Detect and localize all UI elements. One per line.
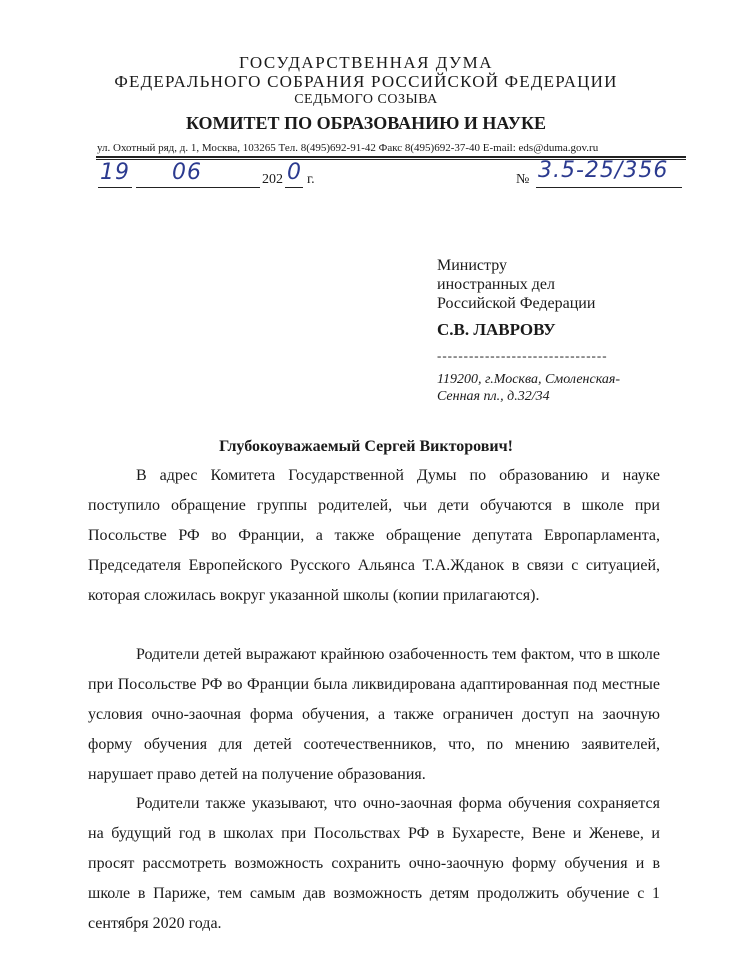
paragraph-3-text: Родители также указывают, что очно-заочная форма обучения сохраняется на будущий год в школах при Посольствах РФ в Бухаресте, Вене и Женеве, и просят рассмотреть возможность сохранить очно-заочную форму обучения и в школе в Париже, тем самым дав возможность детям продолжить обучение с 1 сентября 2020 года. xyxy=(88,795,660,932)
reg-day-underline xyxy=(98,187,132,188)
reg-year-digit: 0 xyxy=(287,160,302,185)
committee-contacts: ул. Охотный ряд, д. 1, Москва, 103265 Тел. 8(495)692-91-42 Факс 8(495)692-37-40 E-mail: eds@duma.gov.ru xyxy=(97,142,599,154)
salutation: Глубокоуважаемый Сергей Викторович! xyxy=(219,438,513,455)
addressee-name: С.В. ЛАВРОВУ xyxy=(437,320,556,339)
addressee-country: Российской Федерации xyxy=(437,295,596,312)
reg-number-underline xyxy=(536,187,682,188)
reg-year-suffix: г. xyxy=(307,172,315,187)
paragraph-1 xyxy=(88,461,660,611)
paragraph-2 xyxy=(88,640,660,790)
paragraph-1-text: В адрес Комитета Государственной Думы по образованию и науке поступило обращение группы родителей, чьи дети обучаются в школе при Посольстве РФ во Франции, а также обращение депутата Европарламента, Председателя Европейского Русского Альянса Т.А.Жданок в связи с ситуацией, которая сложилась вокруг указанной школы (копии прилагаются). xyxy=(88,467,660,604)
reg-number-label: № xyxy=(516,172,530,187)
reg-year-prefix: 202 xyxy=(262,172,283,187)
addressee-separator: -------------------------------- xyxy=(437,348,608,363)
addressee-address-line1: 119200, г.Москва, Смоленская- xyxy=(437,372,621,387)
reg-number: 3.5-25/356 xyxy=(538,158,669,183)
reg-month: 06 xyxy=(172,160,202,185)
paragraph-3 xyxy=(88,789,660,939)
addressee-ministry: иностранных дел xyxy=(437,276,556,293)
paragraph-2-text: Родители детей выражают крайнюю озабоченность тем фактом, что в школе при Посольстве РФ во Франции была ликвидирована адаптированная под местные условия очно-заочная форма обучения, а также ограничен доступ на заочную форму обучения для детей соотечественников, что, по мнению заявителей, нарушает право детей на получение образования. xyxy=(88,646,660,783)
reg-day: 19 xyxy=(100,160,130,185)
header-line-convocation: СЕДЬМОГО СОЗЫВА xyxy=(294,92,438,107)
header-line-duma: ГОСУДАРСТВЕННАЯ ДУМА xyxy=(239,53,493,72)
reg-year-underline xyxy=(285,187,303,188)
reg-month-underline xyxy=(136,187,260,188)
header-line-federal-assembly: ФЕДЕРАЛЬНОГО СОБРАНИЯ РОССИЙСКОЙ ФЕДЕРАЦИИ xyxy=(114,72,618,91)
committee-title: КОМИТЕТ ПО ОБРАЗОВАНИЮ И НАУКЕ xyxy=(185,113,547,133)
addressee-address-line2: Сенная пл., д.32/34 xyxy=(437,389,550,404)
addressee-position: Министру xyxy=(437,257,507,274)
